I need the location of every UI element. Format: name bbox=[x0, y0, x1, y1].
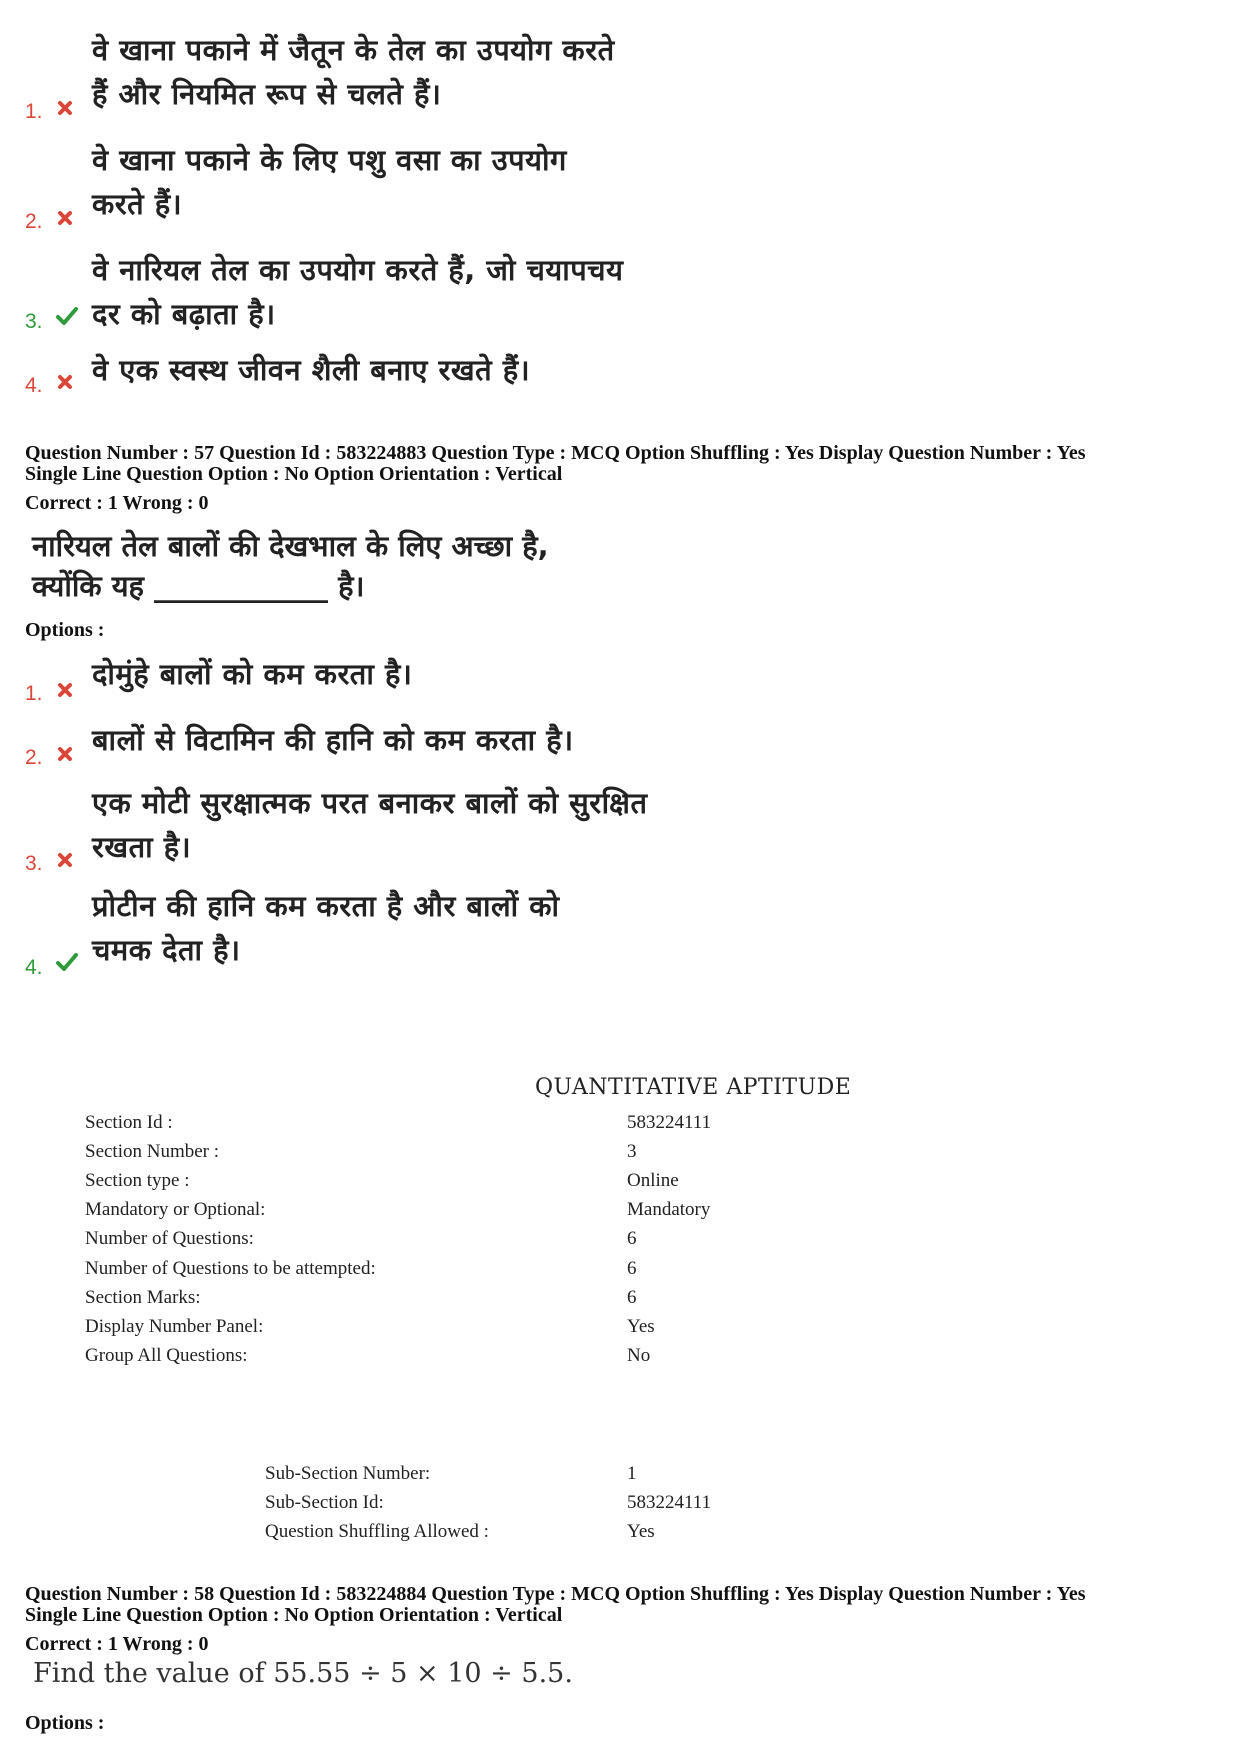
cross-icon bbox=[55, 372, 75, 392]
option-number: 4. bbox=[25, 956, 43, 979]
info-value: 1 bbox=[627, 1463, 637, 1484]
option-text bbox=[92, 718, 574, 762]
question-meta-line: Question Number : 57 Question Id : 583224883 Question Type : MCQ Option Shuffling : Yes Display Question Number : Yes bbox=[25, 442, 1086, 464]
question-meta-line: Question Number : 58 Question Id : 583224884 Question Type : MCQ Option Shuffling : Yes Display Question Number : Yes bbox=[25, 1583, 1086, 1605]
info-value: 583224111 bbox=[627, 1492, 712, 1513]
option-line: वे नारियल तेल का उपयोग करते हैं, जो चयापचय bbox=[92, 253, 624, 287]
cross-icon bbox=[55, 744, 75, 764]
info-key: Sub-Section Number: bbox=[265, 1463, 431, 1484]
checkmark-icon bbox=[55, 952, 75, 972]
q58-header bbox=[25, 1584, 1085, 1626]
q58-options-label: Options : bbox=[25, 1712, 105, 1734]
q57-options-label: Options : bbox=[25, 619, 105, 641]
option-number: 2. bbox=[25, 210, 43, 233]
option-number: 2. bbox=[25, 746, 43, 769]
option-line: वे एक स्वस्थ जीवन शैली बनाए रखते हैं। bbox=[92, 353, 531, 387]
info-key: Section Id : bbox=[85, 1112, 173, 1133]
option-text bbox=[92, 248, 623, 336]
q58-marks: Correct : 1 Wrong : 0 bbox=[25, 1633, 209, 1655]
q57-question-text bbox=[32, 526, 549, 606]
question-line: क्योंकि यह ____________ है। bbox=[32, 569, 365, 603]
q57-header bbox=[25, 443, 1085, 485]
info-key: Number of Questions to be attempted: bbox=[85, 1258, 376, 1279]
info-key: Section Number : bbox=[85, 1141, 220, 1162]
info-key: Number of Questions: bbox=[85, 1228, 254, 1249]
option-line: वे खाना पकाने के लिए पशु वसा का उपयोग bbox=[92, 143, 567, 177]
info-value: Mandatory bbox=[627, 1199, 711, 1220]
info-value: 3 bbox=[627, 1141, 637, 1162]
option-number: 1. bbox=[25, 682, 43, 705]
cross-icon bbox=[55, 680, 75, 700]
info-key: Mandatory or Optional: bbox=[85, 1199, 266, 1220]
info-value: 6 bbox=[627, 1258, 637, 1279]
info-value: No bbox=[627, 1345, 651, 1366]
info-value: Yes bbox=[627, 1316, 655, 1337]
question-line: नारियल तेल बालों की देखभाल के लिए अच्छा है, bbox=[32, 529, 549, 563]
option-text bbox=[92, 781, 647, 869]
section-title: QUANTITATIVE APTITUDE bbox=[535, 1075, 852, 1100]
info-key: Section Marks: bbox=[85, 1287, 201, 1308]
q57-marks: Correct : 1 Wrong : 0 bbox=[25, 492, 209, 514]
option-text bbox=[92, 28, 615, 116]
option-line: करते हैं। bbox=[92, 187, 183, 221]
info-key: Group All Questions: bbox=[85, 1345, 248, 1366]
info-key: Section type : bbox=[85, 1170, 190, 1191]
option-text bbox=[92, 652, 412, 696]
option-number: 1. bbox=[25, 100, 43, 123]
cross-icon bbox=[55, 208, 75, 228]
info-value: 6 bbox=[627, 1228, 637, 1249]
cross-icon bbox=[55, 850, 75, 870]
info-value: 6 bbox=[627, 1287, 637, 1308]
option-line: एक मोटी सुरक्षात्मक परत बनाकर बालों को सुरक्षित bbox=[92, 786, 648, 820]
option-line: चमक देता है। bbox=[92, 933, 241, 967]
info-key: Sub-Section Id: bbox=[265, 1492, 384, 1513]
option-text bbox=[92, 348, 530, 392]
option-number: 4. bbox=[25, 374, 43, 397]
info-value: 583224111 bbox=[627, 1112, 712, 1133]
option-line: दोमुंहे बालों को कम करता है। bbox=[92, 657, 413, 691]
option-line: दर को बढ़ाता है। bbox=[92, 297, 276, 331]
info-value: Online bbox=[627, 1170, 679, 1191]
info-key: Question Shuffling Allowed : bbox=[265, 1521, 489, 1542]
info-key: Display Number Panel: bbox=[85, 1316, 264, 1337]
option-number: 3. bbox=[25, 852, 43, 875]
option-number: 3. bbox=[25, 310, 43, 333]
q58-question-text: Find the value of 55.55 ÷ 5 × 10 ÷ 5.5. bbox=[33, 1658, 573, 1689]
option-text bbox=[92, 138, 567, 226]
question-meta-line: Single Line Question Option : No Option Orientation : Vertical bbox=[25, 1604, 563, 1626]
option-line: वे खाना पकाने में जैतून के तेल का उपयोग करते bbox=[92, 33, 615, 67]
info-value: Yes bbox=[627, 1521, 655, 1542]
cross-icon bbox=[55, 98, 75, 118]
option-text bbox=[92, 884, 560, 972]
option-line: रखता है। bbox=[92, 830, 192, 864]
option-line: हैं और नियमित रूप से चलते हैं। bbox=[92, 77, 442, 111]
option-line: प्रोटीन की हानि कम करता है और बालों को bbox=[92, 889, 560, 923]
option-line: बालों से विटामिन की हानि को कम करता है। bbox=[92, 723, 574, 757]
question-meta-line: Single Line Question Option : No Option Orientation : Vertical bbox=[25, 463, 563, 485]
checkmark-icon bbox=[55, 306, 75, 326]
